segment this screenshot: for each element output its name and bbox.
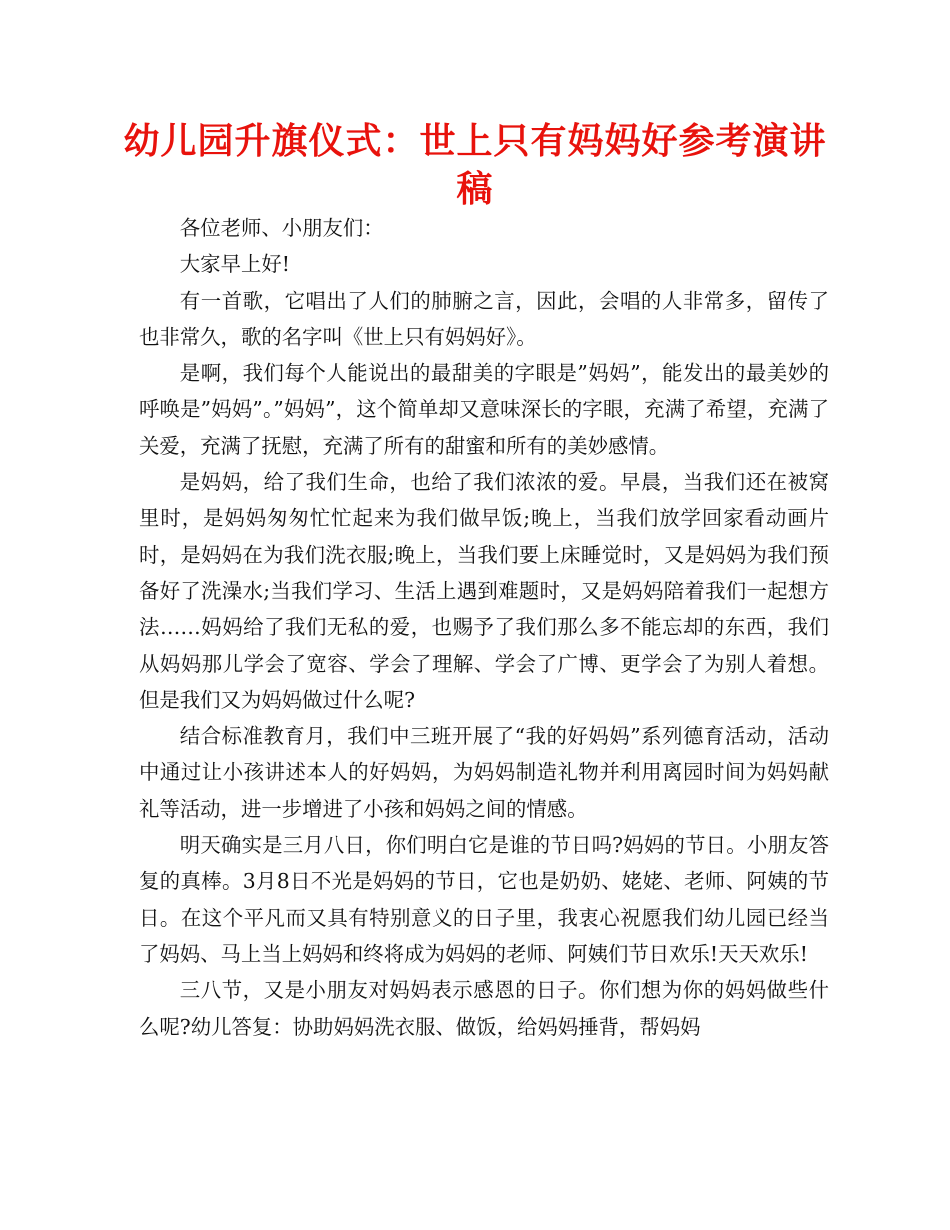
paragraph-song: 有一首歌，它唱出了人们的肺腑之言，因此，会唱的人非常多，留传了也非常久，歌的名字叫《世上只有妈妈好》。: [139, 288, 829, 349]
paragraph-gratitude: 三八节，又是小朋友对妈妈表示感恩的日子。你们想为你的妈妈做些什么呢?幼儿答复：协助妈妈洗衣服、做饭，给妈妈捶背，帮妈妈: [139, 978, 829, 1039]
document-body: [139, 210, 829, 1045]
paragraph-greeting: 各位老师、小朋友们：: [179, 216, 384, 240]
paragraph-class-activity: 结合标准教育月，我们中三班开展了“我的好妈妈”系列德育活动，活动中通过让小孩讲述本人的好妈妈，为妈妈制造礼物并利用离园时间为妈妈献礼等活动，进一步增进了小孩和妈妈之间的情感。: [139, 724, 829, 821]
page-title: 幼儿园升旗仪式：世上只有妈妈好参考演讲稿: [123, 121, 827, 210]
paragraph-womens-day: 明天确实是三月八日，你们明白它是谁的节日吗?妈妈的节日。小朋友答复的真棒。3月8日不光是妈妈的节日，它也是奶奶、姥姥、老师、阿姨的节日。在这个平凡而又具有特别意义的日子里，我衷心祝愿我们幼儿园已经当了妈妈、马上当上妈妈和终将成为妈妈的老师、阿姨们节日欢乐!天天欢乐!: [139, 833, 829, 966]
paragraph-mama-word: 是啊，我们每个人能说出的最甜美的字眼是”妈妈”，能发出的最美妙的呼唤是”妈妈”。”妈妈”，这个简单却又意味深长的字眼，充满了希望，充满了关爱，充满了抚慰，充满了所有的甜蜜和所有的美妙感情。: [139, 361, 829, 458]
paragraph-mama-love: 是妈妈，给了我们生命，也给了我们浓浓的爱。早晨，当我们还在被窝里时，是妈妈匆匆忙忙起来为我们做早饭;晚上，当我们放学回家看动画片时，是妈妈在为我们洗衣服;晚上，当我们要上床睡觉时，又是妈妈为我们预备好了洗澡水;当我们学习、生活上遇到难题时，又是妈妈陪着我们一起想方法……妈妈给了我们无私的爱，也赐予了我们那么多不能忘却的东西，我们从妈妈那儿学会了宽容、学会了理解、学会了广博、更学会了为别人着想。但是我们又为妈妈做过什么呢?: [139, 470, 829, 712]
paragraph-good-morning: 大家早上好!: [179, 252, 290, 277]
